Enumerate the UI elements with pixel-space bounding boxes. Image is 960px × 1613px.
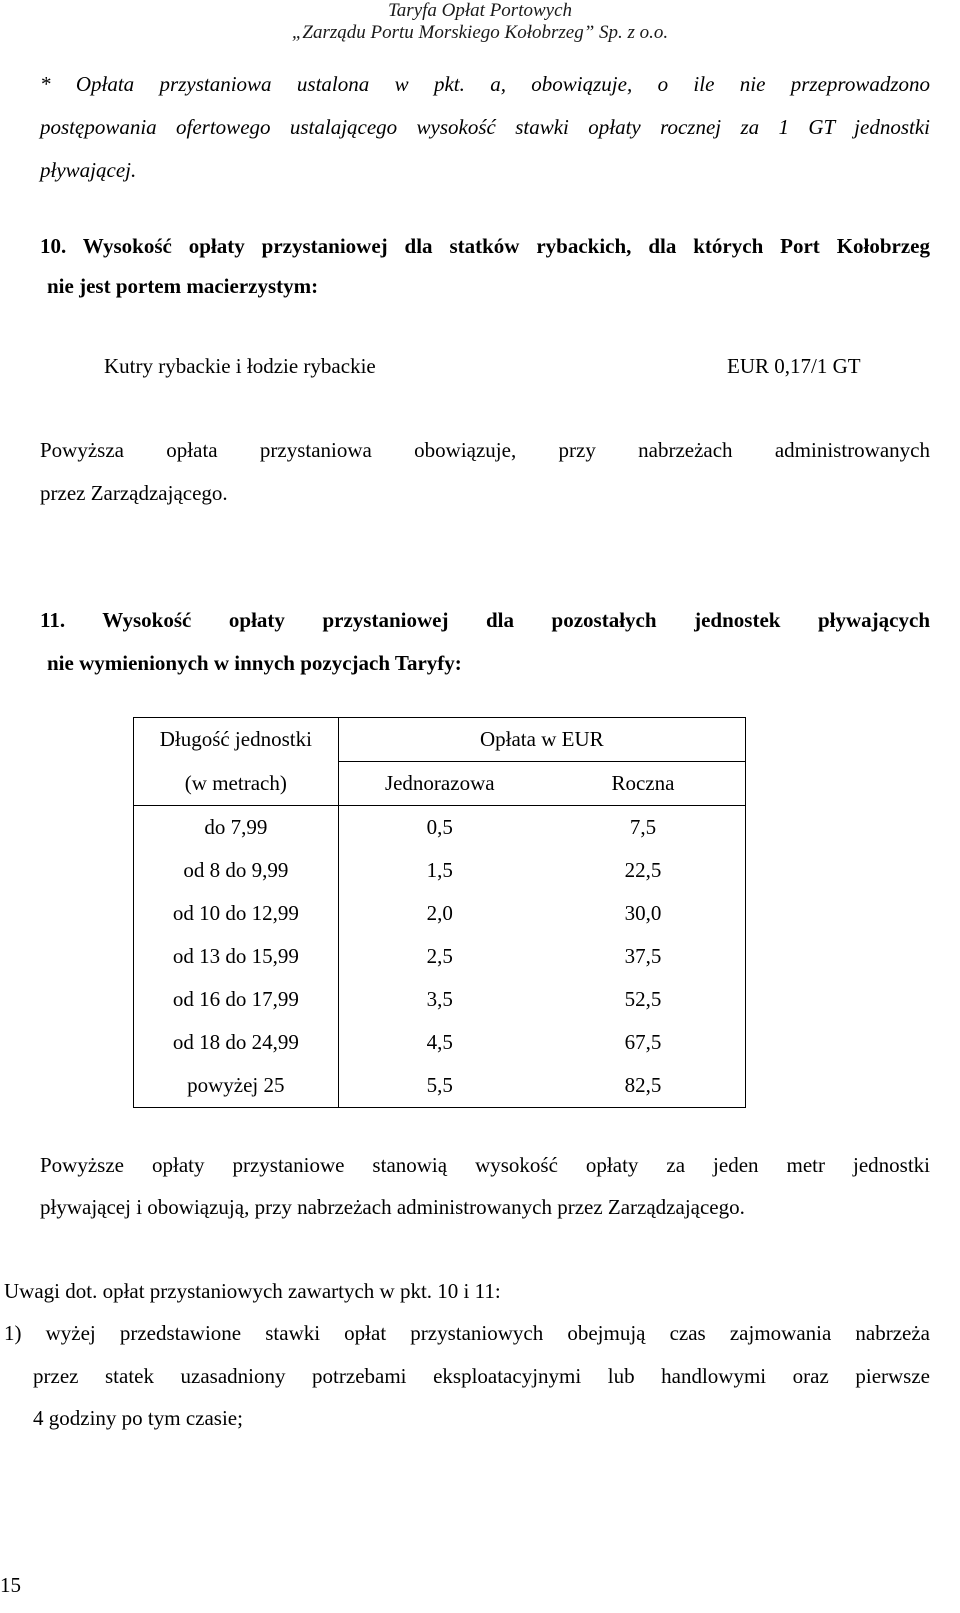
one-time-fee-cell: 4,5 — [426, 1030, 453, 1054]
annual-fee-cell: 67,5 — [541, 1021, 746, 1064]
length-cell: od 10 do 12,99 — [134, 892, 339, 935]
length-header: Długość jednostki — [134, 718, 339, 762]
annual-fee-cell: 82,5 — [541, 1064, 746, 1108]
annual-fee-cell: 52,5 — [541, 978, 746, 1021]
table-row — [134, 892, 746, 935]
header-subtitle: „Zarządu Portu Morskiego Kołobrzeg” Sp. z o.o. — [291, 22, 669, 43]
section-10-heading-line1: 10. Wysokość opłaty przystaniowej dla statków rybackich, dla których Port Kołobrzeg — [40, 234, 930, 258]
one-time-fee-cell: 3,5 — [426, 987, 453, 1011]
annual-fee-cell: 37,5 — [541, 935, 746, 978]
fishing-boats-label: Kutry rybackie i łodzie rybackie — [104, 354, 376, 378]
section-11-heading-line1: 11. Wysokość opłaty przystaniowej dla pozostałych jednostek pływających — [40, 608, 930, 632]
one-time-header: Jednorazowa — [384, 771, 495, 795]
one-time-fee-cell: 2,5 — [426, 944, 453, 968]
header-title: Taryfa Opłat Portowych — [387, 0, 573, 21]
note-star-line3: pływającej. — [40, 158, 137, 182]
remarks-title: Uwagi dot. opłat przystaniowych zawartych w pkt. 10 i 11: — [4, 1279, 501, 1303]
table-row — [134, 978, 746, 1021]
section-11-heading-line2: nie wymienionych w innych pozycjach Taryfy: — [47, 651, 462, 675]
page-number: 15 — [0, 1573, 21, 1597]
length-cell: od 16 do 17,99 — [134, 978, 339, 1021]
table-row — [134, 935, 746, 978]
annual-fee-cell: 22,5 — [541, 849, 746, 892]
one-time-fee-cell: 5,5 — [338, 1064, 541, 1108]
table-row — [134, 1021, 746, 1064]
length-cell: od 8 do 9,99 — [134, 849, 339, 892]
table-row — [134, 806, 746, 850]
fee-header: Opłata w EUR — [338, 718, 745, 762]
length-cell: powyżej 25 — [134, 1064, 339, 1108]
remark-1-line3: 4 godziny po tym czasie; — [33, 1406, 243, 1430]
table-row — [134, 849, 746, 892]
one-time-fee-cell: 0,5 — [338, 806, 541, 850]
section-10-note-line1: Powyższa opłata przystaniowa obowiązuje, przy nabrzeżach administrowanych — [40, 438, 930, 462]
table-row — [134, 1064, 746, 1108]
note-star-line1: * Opłata przystaniowa ustalona w pkt. a, obowiązuje, o ile nie przeprowadzono — [40, 72, 930, 96]
length-cell: od 18 do 24,99 — [134, 1021, 339, 1064]
section-10-heading-line2: nie jest portem macierzystym: — [47, 274, 319, 298]
remark-1-line2: przez statek uzasadniony potrzebami eksploatacyjnymi lub handlowymi oraz pierwsze — [33, 1364, 930, 1388]
section-10-note-line2: przez Zarządzającego. — [40, 481, 228, 505]
length-cell: od 13 do 15,99 — [134, 935, 339, 978]
length-cell: do 7,99 — [134, 806, 339, 850]
annual-fee-cell: 7,5 — [541, 806, 746, 850]
length-header-unit: (w metrach) — [134, 762, 339, 806]
remark-1-line1: 1) wyżej przedstawione stawki opłat przystaniowych obejmują czas zajmowania nabrzeża — [4, 1321, 930, 1345]
note-star-line2: postępowania ofertowego ustalającego wysokość stawki opłaty rocznej za 1 GT jednostki — [40, 115, 930, 139]
annual-fee-cell: 30,0 — [541, 892, 746, 935]
section-11-note-line2: pływającej i obowiązują, przy nabrzeżach administrowanych przez Zarządzającego. — [40, 1195, 745, 1219]
section-11-note-line1: Powyższe opłaty przystaniowe stanowią wysokość opłaty za jeden metr jednostki — [40, 1153, 930, 1177]
fee-table — [133, 717, 746, 1108]
one-time-fee-cell: 1,5 — [426, 858, 453, 882]
fishing-boats-rate: EUR 0,17/1 GT — [727, 354, 861, 378]
one-time-fee-cell: 2,0 — [426, 901, 453, 925]
annual-header: Roczna — [541, 762, 746, 806]
